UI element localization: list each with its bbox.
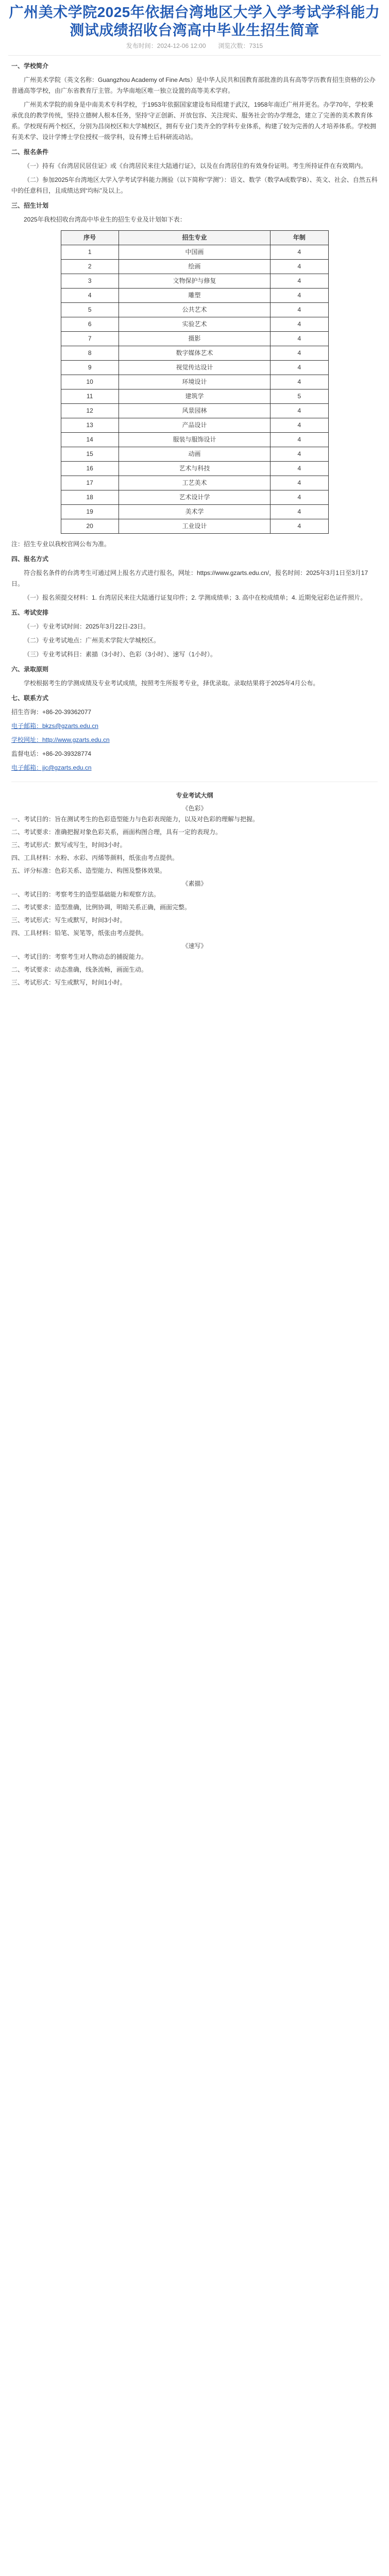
table-cell: 3 — [61, 274, 119, 289]
paragraph: 广州美术学院（英文名称：Guangzhou Academy of Fine Arts）是中华人民共和国教育部批准的具有高等学历教育招生资格的公办普通高等学校，由广东省教育厅主管。为华南地区唯一独立设置的高等美术学府。 — [11, 76, 376, 94]
table-cell: 4 — [270, 332, 328, 346]
table-cell: 数字媒体艺术 — [119, 346, 270, 361]
table-cell: 艺术与科技 — [119, 462, 270, 476]
table-cell: 4 — [270, 433, 328, 447]
table-cell: 1 — [61, 245, 119, 260]
table-cell: 15 — [61, 447, 119, 462]
table-cell: 文物保护与修复 — [119, 274, 270, 289]
table-cell: 7 — [61, 332, 119, 346]
table-cell: 4 — [270, 404, 328, 418]
table-cell: 16 — [61, 462, 119, 476]
list-item: 一、考试目的：旨在测试考生的色彩造型能力与色彩表现能力，以及对色彩的理解与把握。 — [11, 816, 259, 823]
table-row — [61, 404, 328, 418]
publish-meta: 发布时间：2024-12-06 12:00 浏览次数：7315 — [126, 42, 263, 49]
table-cell: 18 — [61, 490, 119, 505]
table-cell: 10 — [61, 375, 119, 389]
table-cell: 4 — [270, 260, 328, 274]
table-cell: 服装与服饰设计 — [119, 433, 270, 447]
contact-line: 监督电话：+86-20-39328774 — [11, 750, 92, 757]
table-cell: 11 — [61, 389, 119, 404]
contact-line: 招生咨询：+86-20-39362077 — [11, 708, 92, 716]
table-row — [61, 303, 328, 317]
section-heading: 三、招生计划 — [11, 202, 49, 209]
paragraph: （一）报名须提交材料：1. 台湾居民来往大陆通行证复印件；2. 学测成绩单；3. 高中在校成绩单；4. 近期免冠彩色证件照片。 — [24, 594, 367, 601]
table-header-row — [61, 231, 328, 245]
table-cell: 19 — [61, 505, 119, 519]
contact-block — [11, 707, 378, 773]
table-cell: 环境设计 — [119, 375, 270, 389]
list-item: 三、考试形式：写生或默写，时间3小时。 — [11, 917, 126, 924]
table-cell: 14 — [61, 433, 119, 447]
list-item: 三、考试形式：写生或默写，时间1小时。 — [11, 979, 126, 986]
table-row — [61, 462, 328, 476]
table-header: 年制 — [270, 231, 328, 245]
table-row — [61, 505, 328, 519]
table-cell: 4 — [270, 361, 328, 375]
section-heading: 一、学校简介 — [11, 62, 49, 70]
exam-outline-title: 专业考试大纲 — [176, 792, 213, 799]
table-row — [61, 389, 328, 404]
section-heading: 六、录取原则 — [11, 666, 49, 673]
table-cell: 2 — [61, 260, 119, 274]
table-cell: 公共艺术 — [119, 303, 270, 317]
table-cell: 风景园林 — [119, 404, 270, 418]
table-header: 序号 — [61, 231, 119, 245]
table-cell: 建筑学 — [119, 389, 270, 404]
table-row — [61, 519, 328, 534]
list-item: 二、考试要求：准确把握对象色彩关系，画面构图合理，具有一定的表现力。 — [11, 828, 222, 836]
paragraph: 符合报名条件的台湾考生可通过网上报名方式进行报名，网址：https://www.gzarts.edu.cn/，报名时间：2025年3月1日至3月17日。 — [11, 569, 368, 587]
table-cell: 4 — [270, 519, 328, 534]
section-heading: 二、报名条件 — [11, 148, 49, 156]
contact-email-link[interactable]: 电子邮箱：bkzs@gzarts.edu.cn — [11, 722, 98, 730]
table-cell: 4 — [270, 418, 328, 433]
header — [0, 0, 389, 50]
list-item: 一、考试目的：考察考生对人物动态的捕捉能力。 — [11, 953, 148, 960]
table-row — [61, 274, 328, 289]
table-row — [61, 490, 328, 505]
table-cell: 5 — [61, 303, 119, 317]
list-item: 三、考试形式：默写或写生，时间3小时。 — [11, 841, 126, 849]
exam-outline-subtitle: 《速写》 — [182, 942, 207, 950]
table-cell: 工艺美术 — [119, 476, 270, 490]
table-cell: 4 — [270, 505, 328, 519]
exam-outline-list — [11, 889, 378, 939]
table-row — [61, 245, 328, 260]
table-cell: 4 — [270, 289, 328, 303]
table-cell: 4 — [270, 346, 328, 361]
table-cell: 17 — [61, 476, 119, 490]
paragraph: （三）专业考试科目：素描（3小时）、色彩（3小时）、速写（1小时）。 — [24, 651, 217, 658]
table-cell: 4 — [270, 447, 328, 462]
table-cell: 4 — [270, 490, 328, 505]
list-item: 五、评分标准：色彩关系、造型能力、构图及整体效果。 — [11, 867, 166, 874]
section-heading: 五、考试安排 — [11, 609, 49, 616]
exam-outline-subtitle: 《素描》 — [182, 880, 207, 887]
table-cell: 4 — [270, 245, 328, 260]
contact-email-link[interactable]: 电子邮箱：jjc@gzarts.edu.cn — [11, 764, 92, 771]
table-row — [61, 289, 328, 303]
table-row — [61, 447, 328, 462]
table-cell: 8 — [61, 346, 119, 361]
table-cell: 4 — [270, 375, 328, 389]
paragraph: 2025年我校招收台湾高中毕业生的招生专业及计划如下表： — [24, 216, 186, 223]
table-row — [61, 361, 328, 375]
list-item: 二、考试要求：动态准确，线条流畅，画面生动。 — [11, 966, 148, 973]
table-cell: 4 — [270, 303, 328, 317]
table-cell: 实验艺术 — [119, 317, 270, 332]
table-cell: 工业设计 — [119, 519, 270, 534]
paragraph: 学校根据考生的学测成绩及专业考试成绩，按照考生所报考专业，择优录取。录取结果将于2025年4月公布。 — [24, 680, 319, 687]
table-row — [61, 346, 328, 361]
table-row — [61, 332, 328, 346]
exam-outline-list — [11, 952, 378, 988]
table-row — [61, 418, 328, 433]
table-row — [61, 260, 328, 274]
table-cell: 艺术设计学 — [119, 490, 270, 505]
exam-outline-subtitle: 《色彩》 — [182, 805, 207, 812]
majors-table-wrapper — [11, 230, 378, 534]
table-row — [61, 433, 328, 447]
table-cell: 20 — [61, 519, 119, 534]
paragraph: 广州美术学院的前身是中南美术专科学校，于1953年依据国家建设布局组建于武汉，1958年南迁广州并更名。办学70年，学校秉承优良的教学传统，坚持立德树人根本任务，坚持‘守正创新、开放包容、关注现实、服务社会’的办学理念，建立了完善的美术教育体系。学校现有两个校区，分别为昌岗校区和大学城校区，拥有专业门类齐全的学科专业体系，构建了较为完善的人才培养体系。学校拥有美术学、设计学博士学位授权一级学科，设有博士后科研流动站。 — [11, 101, 377, 141]
table-row — [61, 375, 328, 389]
paragraph: （一）持有《台湾居民居住证》或《台湾居民来往大陆通行证》，以及在台湾居住的有效身份证明。考生所持证件在有效期内。 — [24, 162, 367, 170]
majors-table — [61, 230, 329, 534]
page-title: 广州美术学院2025年依据台湾地区大学入学考试学科能力测试成绩招收台湾高中毕业生招生简章 — [9, 4, 380, 38]
table-cell: 美术学 — [119, 505, 270, 519]
list-item: 四、工具材料：铅笔、炭笔等，纸张由考点提供。 — [11, 929, 148, 937]
table-cell: 摄影 — [119, 332, 270, 346]
table-cell: 视觉传达设计 — [119, 361, 270, 375]
table-caption: 注：招生专业以我校官网公布为准。 — [11, 540, 111, 548]
table-cell: 12 — [61, 404, 119, 418]
table-cell: 绘画 — [119, 260, 270, 274]
table-cell: 雕塑 — [119, 289, 270, 303]
table-cell: 5 — [270, 389, 328, 404]
contact-heading: 七、联系方式 — [11, 694, 49, 702]
title-divider — [8, 55, 381, 56]
table-cell: 13 — [61, 418, 119, 433]
table-cell: 中国画 — [119, 245, 270, 260]
table-cell: 4 — [270, 317, 328, 332]
contact-website-link[interactable]: 学校网址：http://www.gzarts.edu.cn — [11, 736, 110, 743]
list-item: 一、考试目的：考察考生的造型基础能力和观察方法。 — [11, 891, 160, 898]
paragraph: （二）参加2025年台湾地区大学入学考试学科能力测验（以下简称“学测”）：语文、数学（数学A或数学B）、英文、社会、自然五科中的任意科目，且成绩达到“均标”及以上。 — [11, 176, 378, 194]
table-cell: 6 — [61, 317, 119, 332]
table-cell: 4 — [270, 462, 328, 476]
list-item: 四、工具材料：水粉、水彩、丙烯等颜料，纸张由考点提供。 — [11, 854, 179, 861]
section-heading: 四、报名方式 — [11, 555, 49, 563]
paragraph: （一）专业考试时间：2025年3月22日-23日。 — [24, 623, 150, 630]
table-cell: 产品设计 — [119, 418, 270, 433]
table-row — [61, 317, 328, 332]
paragraph: （二）专业考试地点：广州美术学院大学城校区。 — [24, 637, 160, 644]
list-item: 二、考试要求：造型准确，比例协调，明暗关系正确，画面完整。 — [11, 904, 191, 911]
table-cell: 4 — [270, 476, 328, 490]
exam-outline-list — [11, 814, 378, 876]
table-cell: 4 — [61, 289, 119, 303]
table-cell: 动画 — [119, 447, 270, 462]
table-cell: 9 — [61, 361, 119, 375]
table-cell: 4 — [270, 274, 328, 289]
article-content — [0, 61, 389, 988]
table-row — [61, 476, 328, 490]
table-header: 招生专业 — [119, 231, 270, 245]
